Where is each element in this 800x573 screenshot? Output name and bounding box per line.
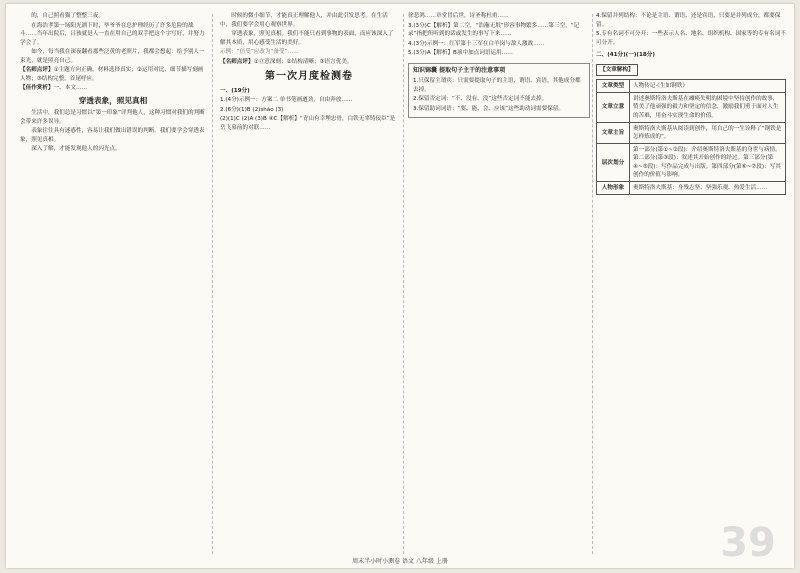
row-head: 文章主旨 (597, 122, 630, 143)
essay-paragraph: 生活中，我们总是习惯以“第一印象”评判他人，这种习惯对我们的判断会带来许多误导。 (20, 110, 205, 125)
test-title: 第一次月度检测卷 (265, 71, 353, 82)
table-row (597, 122, 786, 143)
tip-item: 1.只保留主谓宾：只需要提取句子的主语、谓语、宾语，其他成分都去掉。 (413, 78, 581, 93)
tip-title: 知识锦囊 提取句子主干的注意事项 (413, 66, 506, 74)
row-body: 奥斯特洛夫斯基：身残志坚、坚强乐观、热爱生活…… (630, 182, 786, 195)
row-head: 人物形象 (597, 182, 630, 195)
page-number: 39 (720, 520, 776, 566)
section-heading: 一、(19分) (220, 87, 250, 94)
table-row (597, 182, 786, 195)
row-body: 人物传记·《生如钢铁》 (630, 80, 786, 93)
comment-label: 【名师点评】 (20, 67, 54, 73)
answer-item: 1.(4分)示例一：方案二 单书笔画遒劲，自由奔放…… (220, 97, 353, 103)
column-divider (403, 14, 404, 554)
article-analysis-table (596, 79, 786, 195)
row-head: 层次划分 (597, 144, 630, 182)
eval-label: 【名师点评】 (220, 58, 254, 65)
upgrade-comment (20, 84, 206, 93)
teacher-comment (20, 66, 206, 83)
row-body: 讲述奥斯特洛夫斯基在瘫痪失明的困境中坚持创作的故事，赞美了他顽强的毅力和坚定的信念，激励我们勇于面对人生的苦难，用奋斗实现生命的价值。 (630, 93, 786, 123)
essay-paragraph: 表象往往具有迷惑性，容易让我们做出错误的判断。我们要学会穿透表象，照见真相。 (20, 128, 205, 143)
paragraph: 如今，每当我在深夜翻看那些泛黄的老照片，我都会想起：给予别人一束光，就是照亮自己。 (20, 49, 205, 64)
page-footer: 周末半小时小测卷 语文 八年级 上册 (352, 558, 448, 565)
table-row (597, 93, 786, 123)
paragraph: 在海浩孝第一场阳光洒下时，毕爷爷在总护理经历了许多危险的战斗……当年出院后，吕孩就是人一直在用自己的双手把这个字写好，并努力学会了。 (20, 22, 205, 46)
row-head: 文章类型 (597, 80, 630, 93)
column-2 (220, 12, 398, 133)
column-divider (592, 14, 593, 554)
eval-text: ①立意深刻；②结构清晰；③语言优美。 (253, 58, 353, 65)
column-divider (212, 14, 213, 554)
column-4 (596, 12, 786, 195)
answer-item: 3.(3分)C【解析】第二空，“浩瀚无垠”形容事物繁多……第三空，“记录”指把所听到的话或发生的事写下来…… (408, 22, 580, 37)
table-row (597, 144, 786, 182)
upgrade-text: 一、本文…… (53, 85, 88, 91)
answer-item: (2)(1)C (2)A (3)B ④C【解析】“青山有幸埋忠骨，白铁无辜铸佞臣”是岳飞墓前的对联…… (220, 116, 396, 131)
row-body: 奥斯特洛夫斯基从阅读到创作，用自己的一生诠释了“钢铁是怎样炼成的”。 (630, 122, 786, 143)
teacher-evaluation (220, 58, 398, 67)
upgrade-label: 【佳作赏析】 (20, 85, 54, 91)
comment-text: ①主题方向正确，材料选择真实；②运用对比、细节描写刻画人物；③结构完整，首尾呼应。 (20, 67, 204, 82)
section-heading: 二、(41分)(一)(18分) (596, 52, 655, 58)
tip-item: 2.保留否定词：“不、没有、没”这些否定词不能去掉。 (413, 96, 548, 102)
answer-sheet-page (6, 4, 794, 568)
essay-paragraph: 深入了解，才能发现他人的闪光点。 (31, 146, 121, 152)
paragraph: 穿透表象，照见真相。我们不能只看到事物的表面，而应该深入了解其本质，用心感受生活的美好。 (220, 31, 394, 46)
row-body: 第一部分(第①~②段)：介绍奥斯特洛夫斯基的身世与病情。第二部分(第③段)：叙述其开始创作的经过。第三部分(第④~⑤段)：写作品完成与出版。第四部分(第⑥~⑦段)：写其创作的价值与影响。 (630, 144, 786, 182)
revision-note: 示例：“倍受”应改为“备受”…… (220, 49, 299, 55)
tip-item: 3.保留助词词语：“要、能、会、应该”这些助动词需要保留。 (413, 105, 564, 112)
tip-item: 5.专有名词不可分开：一些表示人名、地名、组织机构、国家等的专有名词不可分开。 (596, 31, 786, 46)
answer-item: 5.(3分)A【解析】B项中加点词语运用…… (408, 50, 513, 56)
paragraph: 的，自己照看猫了整整三夜。 (31, 13, 104, 19)
table-row (597, 80, 786, 93)
analysis-title: 【文章解构】 (596, 64, 638, 77)
paragraph: 时候的微小细节，才能真正理解他人，并由此引发思考。在生活中，我们要学会用心观察世界。 (220, 13, 388, 28)
column-1 (20, 12, 206, 155)
row-head: 文章立意 (597, 93, 630, 123)
essay-title: 穿透表象，照见真相 (78, 95, 148, 105)
answer-item: 徐悲鸿……章堂冒后世，诗圣称杜甫…… (408, 13, 509, 19)
answer-item: 2.(6分)(1)B (2)sháo (3) (220, 106, 284, 113)
column-3 (408, 12, 590, 123)
tip-item: 4.保留并列结构：不论是主语、谓语、还是宾语，只要是并列成分，都要保留。 (596, 13, 781, 28)
knowledge-tip-box (408, 63, 590, 119)
answer-item: 4.(3分)示例一：红军第十三军在白羊岗与敌人激战…… (408, 40, 545, 47)
